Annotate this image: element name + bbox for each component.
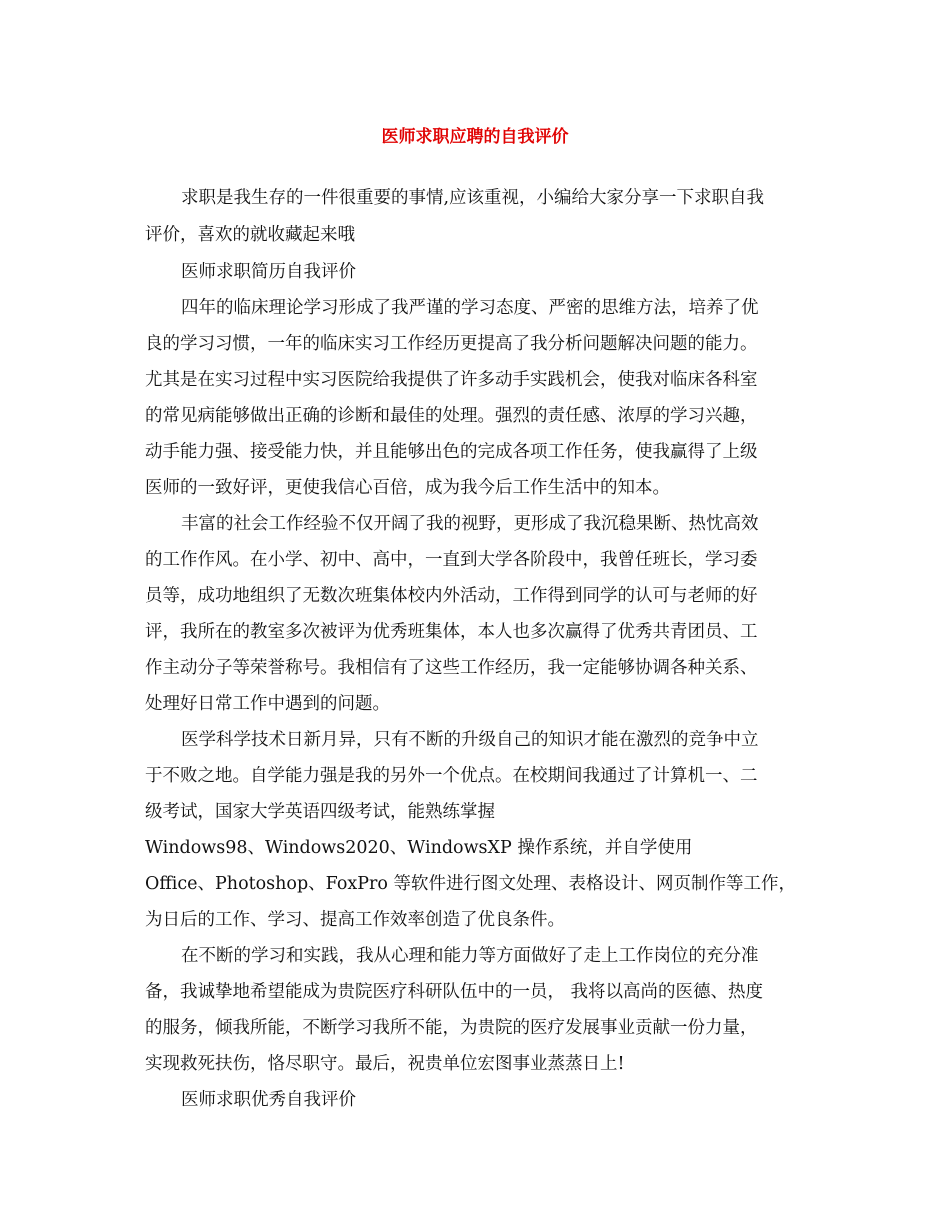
section-heading: 医师求职简历自我评价 [181,262,356,282]
text-line: 良的学习习惯，一年的临床实习工作经历更提高了我分析问题解决问题的能力。 [145,334,758,354]
text-line: 动手能力强、接受能力快，并且能够出色的完成各项工作任务，使我赢得了上级 [145,442,758,462]
text-line: 评，我所在的教室多次被评为优秀班集体，本人也多次赢得了优秀共青团员、工 [145,622,758,642]
text-line: 备，我诚挚地希望能成为贵院医疗科研队伍中的一员， 我将以高尚的医德、热度 [145,982,764,1002]
text-line: 为日后的工作、学习、提高工作效率创造了优良条件。 [145,910,565,930]
text-line: 医学科学技术日新月异，只有不断的升级自己的知识才能在激烈的竞争中立 [181,730,759,750]
document-title: 医师求职应聘的自我评价 [381,127,569,147]
text-line: 员等，成功地组织了无数次班集体校内外活动，工作得到同学的认可与老师的好 [145,586,758,606]
section-heading: 医师求职优秀自我评价 [181,1090,356,1110]
text-line: 四年的临床理论学习形成了我严谨的学习态度、严密的思维方法，培养了优 [181,298,759,318]
text-line: 级考试，国家大学英语四级考试，能熟练掌握 [145,802,495,822]
text-line: 尤其是在实习过程中实习医院给我提供了许多动手实践机会，使我对临床各科室 [145,370,758,390]
text-line: Office、Photoshop、FoxPro 等软件进行图文处理、表格设计、网页制作等工作， [145,874,797,894]
text-line: 在不断的学习和实践，我从心理和能力等方面做好了走上工作岗位的充分准 [181,946,759,966]
text-line: Windows98、Windows2020、WindowsXP 操作系统，并自学使用 [145,838,693,858]
text-line: 的服务，倾我所能，不断学习我所不能，为贵院的医疗发展事业贡献一份力量， [145,1018,758,1038]
text-line: 评价，喜欢的就收藏起来哦 [145,225,355,245]
text-line: 处理好日常工作中遇到的问题。 [145,694,390,714]
text-line: 作主动分子等荣誉称号。我相信有了这些工作经历，我一定能够协调各种关系、 [145,658,758,678]
text-line: 医师的一致好评，更使我信心百倍，成为我今后工作生活中的知本。 [145,478,670,498]
text-line: 的工作作风。在小学、初中、高中，一直到大学各阶段中，我曾任班长，学习委 [145,550,758,570]
text-line: 于不败之地。自学能力强是我的另外一个优点。在校期间我通过了计算机一、二 [145,766,758,786]
text-line: 的常见病能够做出正确的诊断和最佳的处理。强烈的责任感、浓厚的学习兴趣， [145,406,758,426]
text-line: 丰富的社会工作经验不仅开阔了我的视野，更形成了我沉稳果断、热忱高效 [181,514,759,534]
text-line: 求职是我生存的一件很重要的事情,应该重视，小编给大家分享一下求职自我 [181,188,765,208]
text-line: 实现救死扶伤，恪尽职守。最后，祝贵单位宏图事业蒸蒸日上! [145,1054,625,1074]
